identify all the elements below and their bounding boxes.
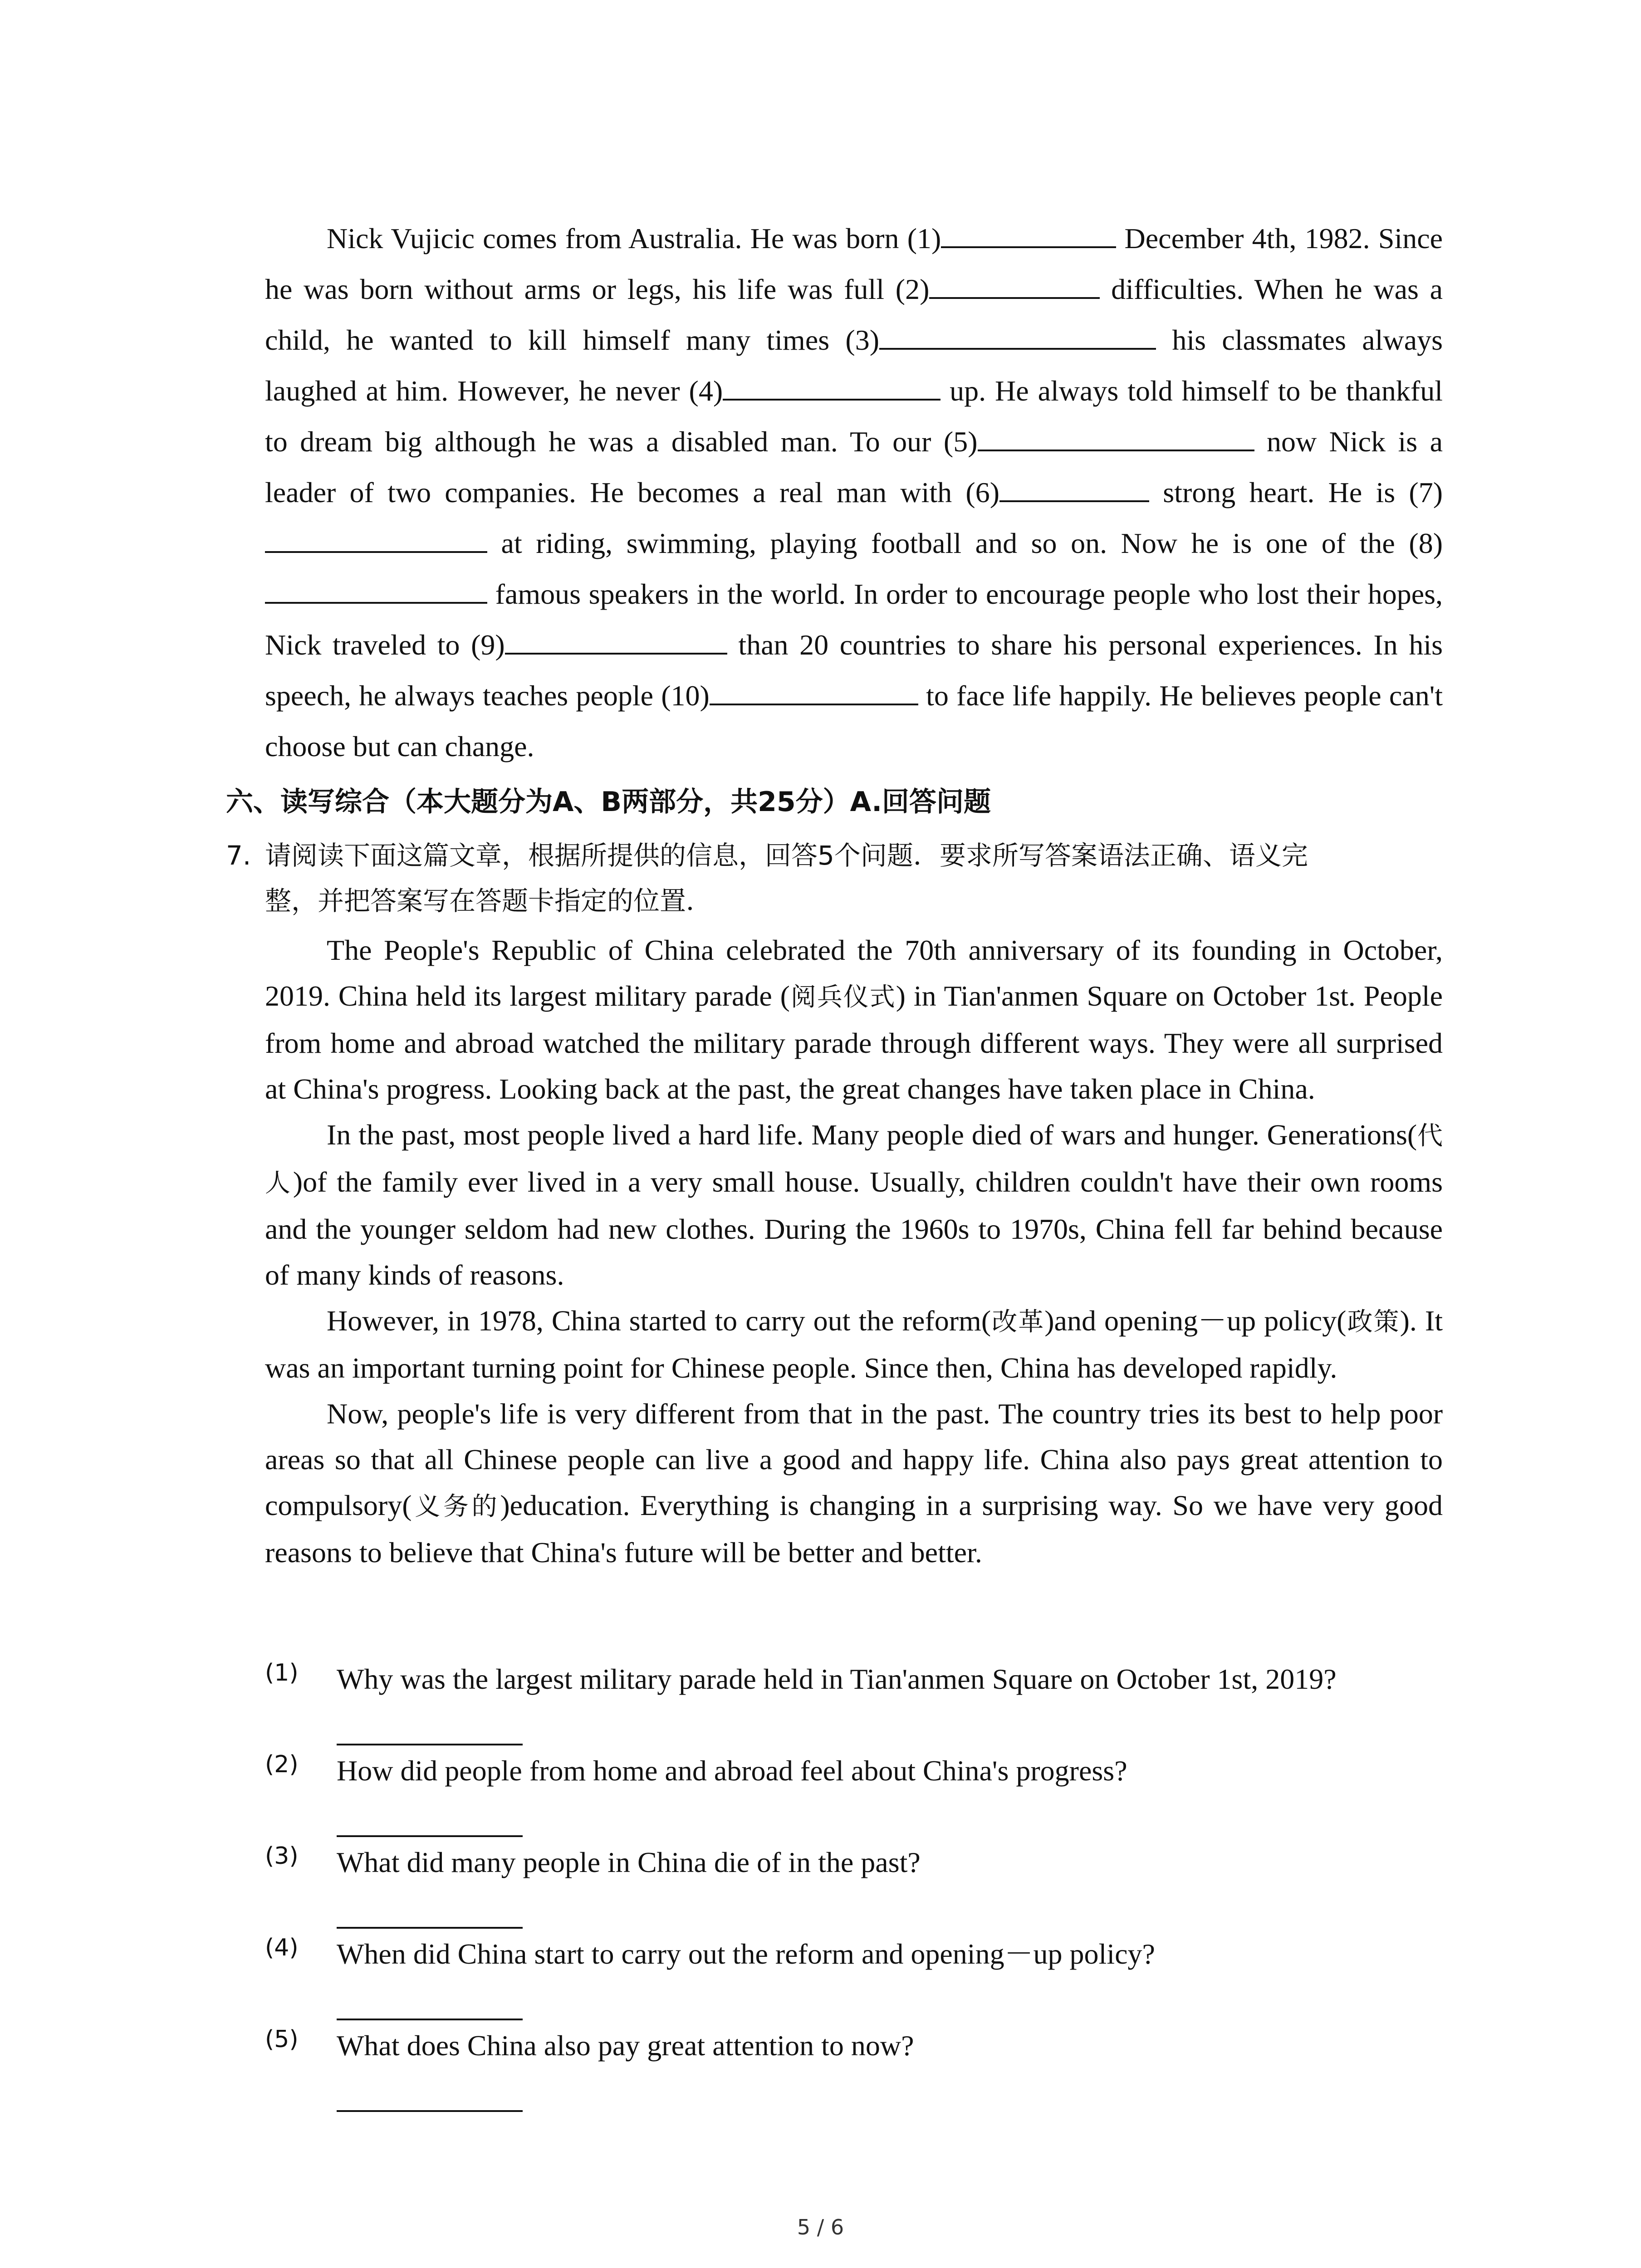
question-label: (3) — [265, 1843, 299, 1870]
answer-line[interactable] — [337, 1835, 523, 1837]
question-item — [265, 1748, 1445, 1840]
answer-blank-9[interactable] — [505, 627, 727, 655]
question-text: When did China start to carry out the reform and opening－up policy? — [337, 1938, 1155, 1970]
answer-blank-6[interactable] — [999, 475, 1149, 502]
answer-line[interactable] — [337, 2019, 523, 2020]
question-item — [265, 1840, 1445, 1931]
passage-paragraph-1: The People's Republic of China celebrated the 70th anniversary of its founding in October, 2019. China held its largest military parade (阅兵仪式) in Tian'anmen Square on October 1st. People from home and abroad watched the military parade through different ways. They were all surprised at China's progress. Looking back at the past, the great changes have taken place in China. — [265, 934, 1443, 1105]
question-text: What did many people in China die of in the past? — [337, 1846, 921, 1878]
question-item — [265, 1931, 1445, 2023]
answer-blank-4[interactable] — [723, 373, 941, 401]
question-item — [265, 1657, 1445, 1748]
answer-blank-3[interactable] — [879, 323, 1156, 350]
question-label: (4) — [265, 1934, 299, 1961]
section-heading: 六、读写综合（本大题分为A、B两部分，共25分）A.回答问题 — [226, 786, 991, 818]
cloze-paragraph: Nick Vujicic comes from Australia. He was born (1) December 4th, 1982. Since he was born without arms or legs, his life was full (2) difficulties. When he was a child, he wanted to kill himself many times (3) his classmates always laughed at him. However, he never (4) up. He always told himself to be thankful to dream big although he was a disabled man. To our (5) now Nick is a leader of two companies. He becomes a real man with (6) strong heart. He is (7) at riding, swimming, playing football and so on. Now he is one of the (8) famous speakers in the world. In order to encourage people who lost their hopes, Nick traveled to (9) than 20 countries to share his personal experiences. In his speech, he always teaches people (10) to face life happily. He believes people can't choose but can change. — [265, 213, 1443, 772]
question-label: (1) — [265, 1659, 299, 1686]
question-text: How did people from home and abroad feel about China's progress? — [337, 1755, 1127, 1787]
passage-paragraph-2: In the past, most people lived a hard life. Many people died of wars and hunger. Generations(代人)of the family ever lived in a very small house. Usually, children couldn't have their own rooms and the younger seldom had new clothes. During the 1960s to 1970s, China fell far behind because of many kinds of reasons. — [265, 1119, 1443, 1291]
passage-paragraph-3: However, in 1978, China started to carry out the reform(改革)and opening－up policy(政策). It was an important turning point for Chinese people. Since then, China has developed rapidly. — [265, 1305, 1443, 1384]
passage-paragraph-4: Now, people's life is very different from that in the past. The country tries its best to help poor areas so that all Chinese people can live a good and happy life. China also pays great attention to compulsory(义务的)education. Everything is changing in a surprising way. So we have very good reasons to believe that China's future will be better and better. — [265, 1398, 1443, 1569]
question-number: 7. — [226, 840, 251, 871]
answer-line[interactable] — [337, 1744, 523, 1745]
answer-blank-1[interactable] — [941, 221, 1116, 248]
page-number: 5 / 6 — [797, 2215, 844, 2239]
answer-blank-8[interactable] — [265, 577, 487, 604]
question-text: Why was the largest military parade held in Tian'anmen Square on October 1st, 2019? — [337, 1663, 1337, 1695]
cloze-passage — [265, 213, 1443, 772]
question-7-instruction: 7. 请阅读下面这篇文章，根据所提供的信息，回答5个问题．要求所写答案语法正确、语义完 整，并把答案写在答题卡指定的位置． — [226, 833, 1451, 924]
reading-passage — [265, 927, 1443, 1575]
answer-line[interactable] — [337, 1927, 523, 1929]
question-label: (5) — [265, 2026, 299, 2053]
answer-blank-10[interactable] — [710, 678, 918, 705]
question-list — [265, 1657, 1445, 2115]
answer-blank-7[interactable] — [265, 526, 487, 553]
answer-line[interactable] — [337, 2110, 523, 2112]
answer-blank-2[interactable] — [929, 272, 1100, 299]
question-item — [265, 2023, 1445, 2115]
question-text: What does China also pay great attention to now? — [337, 2029, 914, 2062]
question-label: (2) — [265, 1751, 299, 1778]
answer-blank-5[interactable] — [978, 424, 1254, 451]
